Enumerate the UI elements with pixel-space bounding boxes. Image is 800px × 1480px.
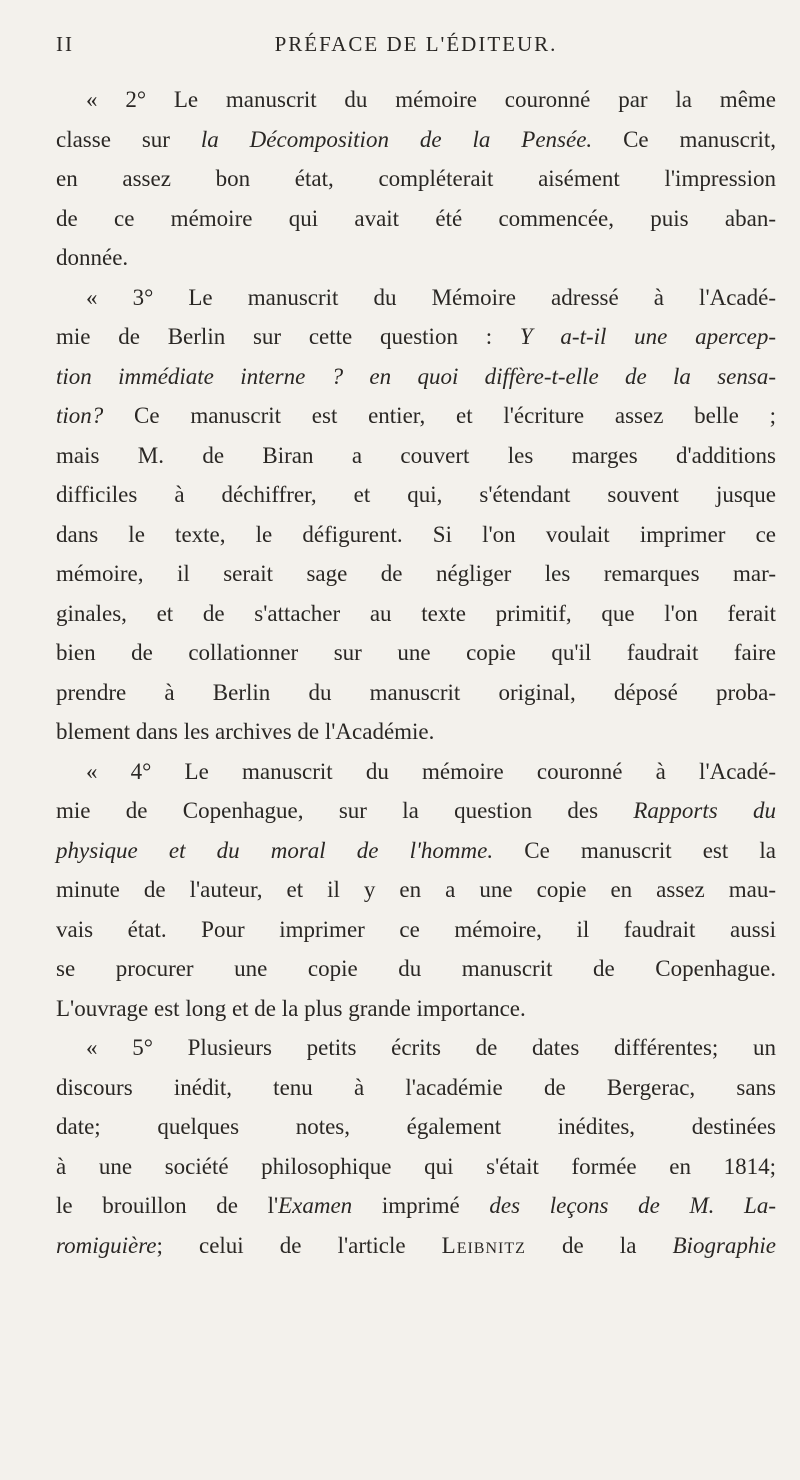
italic-text: Rapports du	[633, 798, 776, 823]
italic-text: Y a-t-il une apercep-	[519, 324, 777, 349]
running-title: PRÉFACE DE L'ÉDITEUR.	[274, 32, 558, 56]
text-line: bien de collationner sur une copie qu'il faudrait faire	[56, 640, 776, 665]
text-line	[56, 357, 776, 397]
text-line: mémoire, il serait sage de négliger les remarques mar-	[56, 561, 776, 586]
body-text	[56, 80, 776, 1265]
italic-text: tion immédiate interne ? en quoi diffère-t-elle de la sensa-	[56, 363, 776, 389]
text-line: en assez bon état, compléterait aisément l'impression	[56, 166, 776, 191]
text-line: « 2° Le manuscrit du mémoire couronné par la même	[86, 87, 776, 112]
text-line: mie de Berlin sur cette question : Y a-t-il une apercep-	[56, 324, 777, 349]
text-line: le brouillon de l'Examen imprimé des leçons de M. La-	[56, 1193, 776, 1218]
text-line: discours inédit, tenu à l'académie de Bergerac, sans	[56, 1074, 776, 1100]
text-line: « 5° Plusieurs petits écrits de dates différentes; un	[86, 1035, 776, 1060]
italic-text: tion?	[56, 403, 104, 428]
italic-text: romiguière	[56, 1232, 157, 1258]
text-line: donnée.	[56, 245, 129, 270]
text-line: « 4° Le manuscrit du mémoire couronné à l'Acadé-	[86, 758, 776, 784]
text-line: L'ouvrage est long et de la plus grande importance.	[56, 995, 526, 1021]
text-line: tion? Ce manuscrit est entier, et l'écriture assez belle ;	[56, 403, 776, 428]
small-caps-text: Leibnitz	[441, 1232, 526, 1258]
text-line: de ce mémoire qui avait été commencée, puis aban-	[56, 205, 776, 231]
text-line: se procurer une copie du manuscrit de Copenhague.	[56, 956, 776, 981]
text-line: à une société philosophique qui s'était formée en 1814;	[56, 1153, 776, 1179]
text-line: prendre à Berlin du manuscrit original, déposé proba-	[56, 679, 776, 705]
text-line: blement dans les archives de l'Académie.	[56, 719, 435, 744]
italic-text: Biographie	[672, 1232, 776, 1258]
text-line: physique et du moral de l'homme. Ce manuscrit est la	[56, 837, 776, 863]
text-line: romiguière; celui de l'article Leibnitz de la Biographie	[56, 1232, 776, 1258]
text-line: mie de Copenhague, sur la question des Rapports du	[56, 798, 776, 823]
italic-text: des leçons de M. La-	[489, 1193, 776, 1218]
text-line: « 3° Le manuscrit du Mémoire adressé à l'Acadé-	[86, 284, 776, 310]
text-line: ginales, et de s'attacher au texte primitif, que l'on ferait	[56, 600, 776, 626]
page-header	[56, 22, 776, 62]
text-line: dans le texte, le défigurent. Si l'on voulait imprimer ce	[56, 521, 776, 547]
text-line: vais état. Pour imprimer ce mémoire, il faudrait aussi	[56, 916, 776, 942]
text-line: mais M. de Biran a couvert les marges d'additions	[56, 442, 776, 468]
italic-text: Examen	[278, 1193, 353, 1218]
text-line: minute de l'auteur, et il y en a une copie en assez mau-	[56, 877, 776, 902]
italic-text: la Décomposition de la Pensée.	[200, 126, 593, 152]
text-line: classe sur la Décomposition de la Pensée. Ce manuscrit,	[56, 126, 777, 152]
text-line: date; quelques notes, également inédites, destinées	[56, 1114, 776, 1139]
page-number: II	[56, 32, 74, 56]
text-line: difficiles à déchiffrer, et qui, s'étendant souvent jusque	[56, 482, 776, 507]
italic-text: physique et du moral de l'homme.	[56, 837, 494, 863]
